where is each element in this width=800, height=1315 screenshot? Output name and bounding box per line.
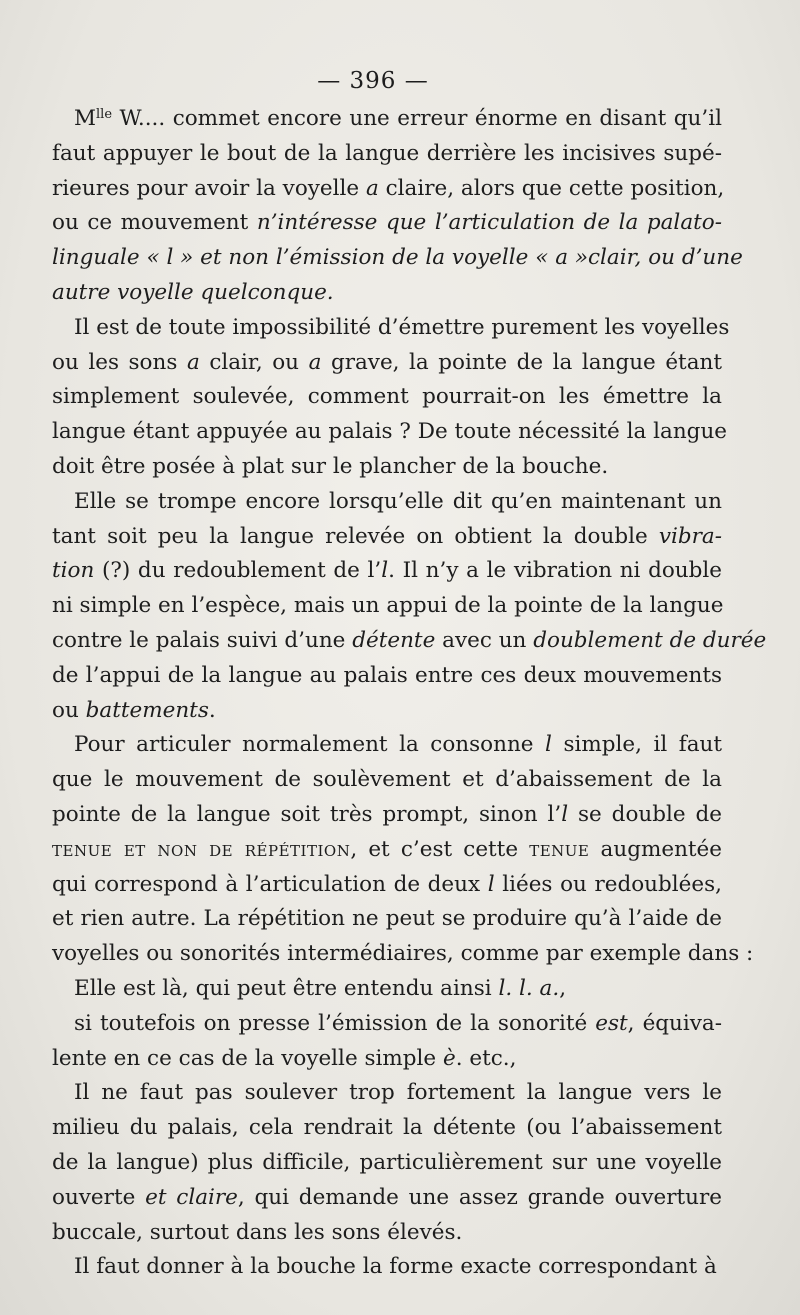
text-run: voyelles ou sonorités intermédiaires, comme par exemple dans :: [52, 941, 754, 967]
text-run: simplement soulevée, comment pourrait-on les émettre la: [52, 384, 722, 410]
text-run: tant soit peu la langue relevée on obtient la double: [52, 523, 659, 549]
italic-text: l: [487, 871, 495, 897]
text-run: claire, alors que cette position,: [378, 175, 725, 201]
text-run: langue étant appuyée au palais ? De toute nécessité la langue: [52, 419, 728, 445]
text-run: .: [208, 697, 216, 723]
text-run: (?) du redoublement de l’: [94, 558, 382, 584]
page-number: — 396 —: [317, 68, 429, 94]
text-line: [52, 450, 722, 485]
text-run: . etc.,: [455, 1045, 517, 1071]
italic-text: è: [443, 1045, 456, 1071]
text-run: contre le palais suivi d’une: [52, 627, 353, 653]
text-line: [52, 798, 722, 833]
text-line: [52, 346, 722, 381]
text-run: avec un: [435, 627, 534, 653]
text-line: [52, 172, 725, 207]
text-line: [52, 937, 754, 972]
italic-text: détente: [352, 627, 436, 653]
text-run: se double de: [568, 801, 722, 827]
italic-text: l: [381, 558, 389, 584]
text-line: [52, 554, 722, 589]
text-run: pointe de la langue soit très prompt, sinon l’: [52, 801, 562, 827]
small-caps-text: tenue et non de répétition: [52, 836, 351, 862]
text-line: [52, 276, 722, 311]
italic-text: vibra-: [658, 523, 722, 549]
italic-text: l: [561, 801, 569, 827]
text-run: Pour articuler normalement la consonne: [74, 732, 546, 758]
text-line: [52, 102, 722, 137]
text-line: [52, 1076, 722, 1111]
text-line: [52, 137, 722, 172]
text-line: [52, 624, 767, 659]
italic-text: a: [365, 175, 379, 201]
text-line: [52, 1216, 722, 1251]
text-run: ,: [559, 975, 567, 1001]
italic-text: battements: [85, 697, 209, 723]
text-line: [52, 1111, 722, 1146]
text-run: Elle se trompe encore lorsqu’elle dit qu’en maintenant un: [74, 488, 722, 514]
italic-text: et claire: [145, 1184, 238, 1210]
italic-text: linguale « l » et non l’émission de la voyelle « a »clair, ou d’une: [52, 245, 743, 271]
text-run: ouverte: [52, 1184, 146, 1210]
text-line: [52, 415, 728, 450]
text-line: [52, 763, 722, 798]
text-line: [52, 206, 722, 241]
text-line: [52, 902, 722, 937]
italic-text: n’intéresse que l’articulation de la palato-: [256, 210, 722, 236]
text-run: , et c’est cette: [350, 836, 530, 862]
italic-text: a: [186, 349, 200, 375]
text-run: rieures pour avoir la voyelle: [52, 175, 366, 201]
text-line: [52, 868, 722, 903]
text-line: [52, 380, 722, 415]
text-line: [52, 972, 722, 1007]
text-run: clair, ou: [199, 349, 309, 375]
text-run: grave, la pointe de la langue étant: [321, 349, 722, 375]
text-line: [52, 1042, 722, 1077]
body-text: [52, 102, 767, 1285]
text-run: liées ou redoublées,: [494, 871, 722, 897]
text-run: Elle est là, qui peut être entendu ainsi: [74, 975, 499, 1001]
text-line: [52, 311, 730, 346]
text-line: [52, 1007, 722, 1042]
text-run: qui correspond à l’articulation de deux: [52, 871, 488, 897]
text-line: [52, 485, 722, 520]
text-line: [52, 520, 722, 555]
text-run: de l’appui de la langue au palais entre ces deux mouvements: [52, 662, 722, 688]
text-run: Il ne faut pas soulever trop fortement la langue vers le: [74, 1080, 722, 1106]
text-run: milieu du palais, cela rendrait la détente (ou l’abaissement: [52, 1115, 722, 1141]
text-run: M: [74, 106, 97, 131]
text-line: [52, 1250, 722, 1285]
text-line: [52, 589, 722, 624]
italic-text: autre voyelle quelconque.: [52, 279, 334, 305]
text-run: ou: [52, 697, 86, 723]
text-run: W.... commet encore une erreur énorme en disant qu’il: [112, 106, 722, 131]
italic-text: a: [308, 349, 322, 375]
text-run: simple, il faut: [551, 732, 723, 758]
italic-text: l: [545, 732, 552, 758]
text-run: faut appuyer le bout de la langue derrière les incisives supé-: [52, 140, 722, 166]
text-run: , qui demande une assez grande ouverture: [237, 1184, 723, 1210]
text-line: [52, 694, 722, 729]
text-run: ni simple en l’espèce, mais un appui de la pointe de la langue: [52, 593, 724, 619]
text-line: [52, 1181, 722, 1216]
italic-text: tion: [52, 558, 95, 584]
text-run: et rien autre. La répétition ne peut se produire qu’à l’aide de: [52, 906, 722, 932]
italic-text: l. l. a.: [498, 975, 560, 1001]
text-run: Il faut donner à la bouche la forme exacte correspondant à: [74, 1254, 717, 1280]
text-run: doit être posée à plat sur le plancher de la bouche.: [52, 453, 609, 479]
italic-text: est: [595, 1010, 628, 1036]
text-run: si toutefois on presse l’émission de la sonorité: [74, 1010, 596, 1036]
text-run: Il est de toute impossibilité d’émettre purement les voyelles: [74, 314, 730, 340]
text-line: [52, 659, 722, 694]
small-caps-text: tenue: [529, 836, 590, 862]
text-run: augmentée: [589, 836, 723, 862]
text-run: lente en ce cas de la voyelle simple: [52, 1045, 443, 1071]
text-run: , équiva-: [627, 1010, 723, 1036]
superscript-text: lle: [96, 107, 113, 122]
text-run: . Il n’y a le vibration ni double: [388, 558, 723, 584]
text-run: de la langue) plus difficile, particulièrement sur une voyelle: [52, 1149, 722, 1175]
text-line: [52, 1146, 722, 1181]
text-run: buccale, surtout dans les sons élevés.: [52, 1219, 463, 1245]
text-run: ou les sons: [52, 349, 187, 375]
text-run: que le mouvement de soulèvement et d’abaissement de la: [52, 767, 722, 793]
text-line: [52, 728, 722, 763]
text-run: ou ce mouvement: [52, 210, 257, 236]
text-line: [52, 241, 743, 276]
italic-text: doublement de durée: [533, 627, 767, 653]
text-line: [52, 833, 722, 868]
